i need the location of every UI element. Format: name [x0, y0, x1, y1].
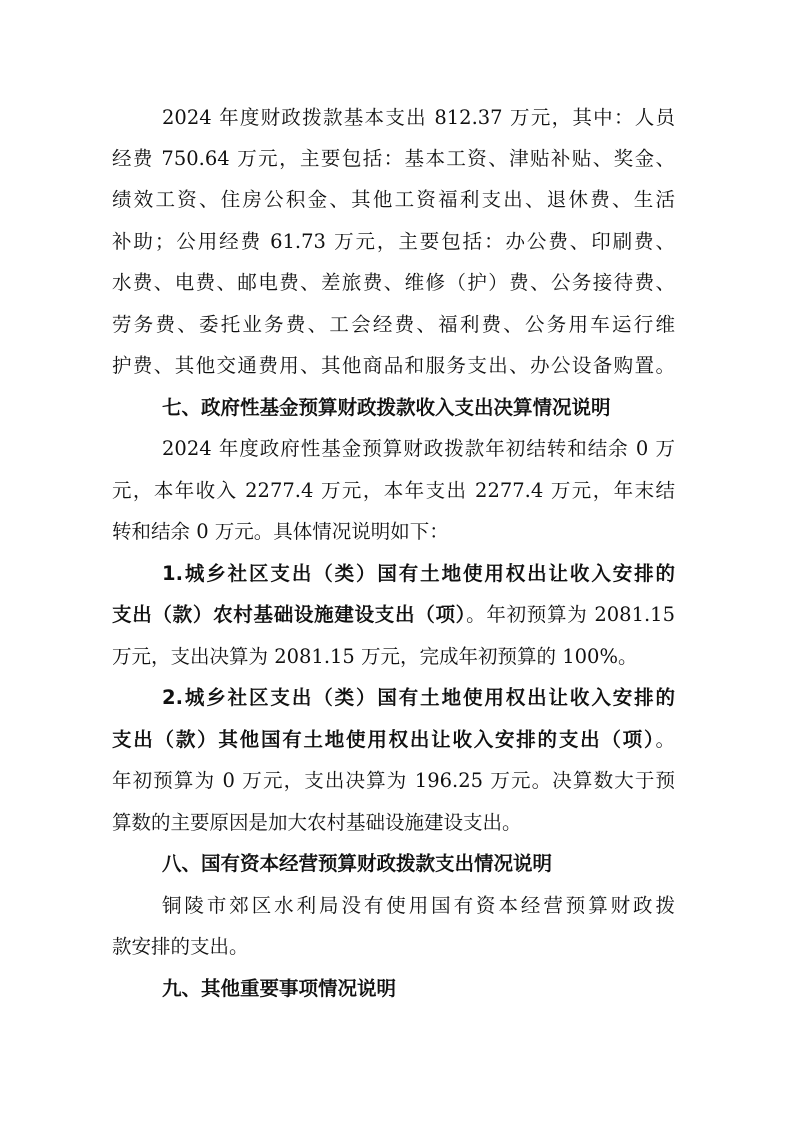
item-1-subtitle: 支出（款）农村基础设施建设支出（项） [112, 603, 467, 626]
item-1-title: 1.城乡社区支出（类）国有土地使用权出让收入安排的 [162, 562, 675, 585]
paragraph-line: 铜陵市郊区水利局没有使用国有资本经营预算财政拨 [162, 894, 675, 917]
paragraph-line: 算数的主要原因是加大农村基础设施建设支出。 [112, 811, 522, 834]
item-2-text: 。 [655, 728, 675, 751]
paragraph-line: 万元，支出决算为 2081.15 万元，完成年初预算的 100%。 [112, 645, 638, 668]
paragraph-line: 2024 年度财政拨款基本支出 812.37 万元，其中：人员 [162, 106, 675, 129]
item-2-title: 2.城乡社区支出（类）国有土地使用权出让收入安排的 [162, 686, 675, 709]
paragraph-line: 经费 750.64 万元，主要包括：基本工资、津贴补贴、奖金、 [112, 147, 675, 170]
paragraph-line: 2024 年度政府性基金预算财政拨款年初结转和结余 0 万 [162, 437, 675, 460]
paragraph-line: 转和结余 0 万元。具体情况说明如下： [112, 520, 449, 543]
section-heading-7: 七、政府性基金预算财政拨款收入支出决算情况说明 [162, 396, 611, 419]
item-1-line [112, 600, 675, 630]
item-1-text: 。年初预算为 2081.15 [466, 603, 675, 626]
paragraph-line: 款安排的支出。 [112, 935, 249, 958]
item-2-subtitle: 支出（款）其他国有土地使用权出让收入安排的支出（项） [112, 728, 656, 751]
section-heading-9: 九、其他重要事项情况说明 [162, 977, 397, 1000]
paragraph-line: 补助；公用经费 61.73 万元，主要包括：办公费、印刷费、 [112, 230, 675, 253]
item-2-line [112, 725, 675, 755]
paragraph-line: 护费、其他交通费用、其他商品和服务支出、办公设备购置。 [112, 354, 675, 377]
section-heading-8: 八、国有资本经营预算财政拨款支出情况说明 [162, 852, 553, 875]
paragraph-line: 劳务费、委托业务费、工会经费、福利费、公务用车运行维 [112, 313, 675, 336]
paragraph-line: 年初预算为 0 万元，支出决算为 196.25 万元。决算数大于预 [112, 769, 675, 792]
paragraph-line: 元，本年收入 2277.4 万元，本年支出 2277.4 万元，年末结 [112, 479, 675, 502]
paragraph-line: 水费、电费、邮电费、差旅费、维修（护）费、公务接待费、 [112, 271, 675, 294]
paragraph-line: 绩效工资、住房公积金、其他工资福利支出、退休费、生活 [112, 188, 675, 211]
